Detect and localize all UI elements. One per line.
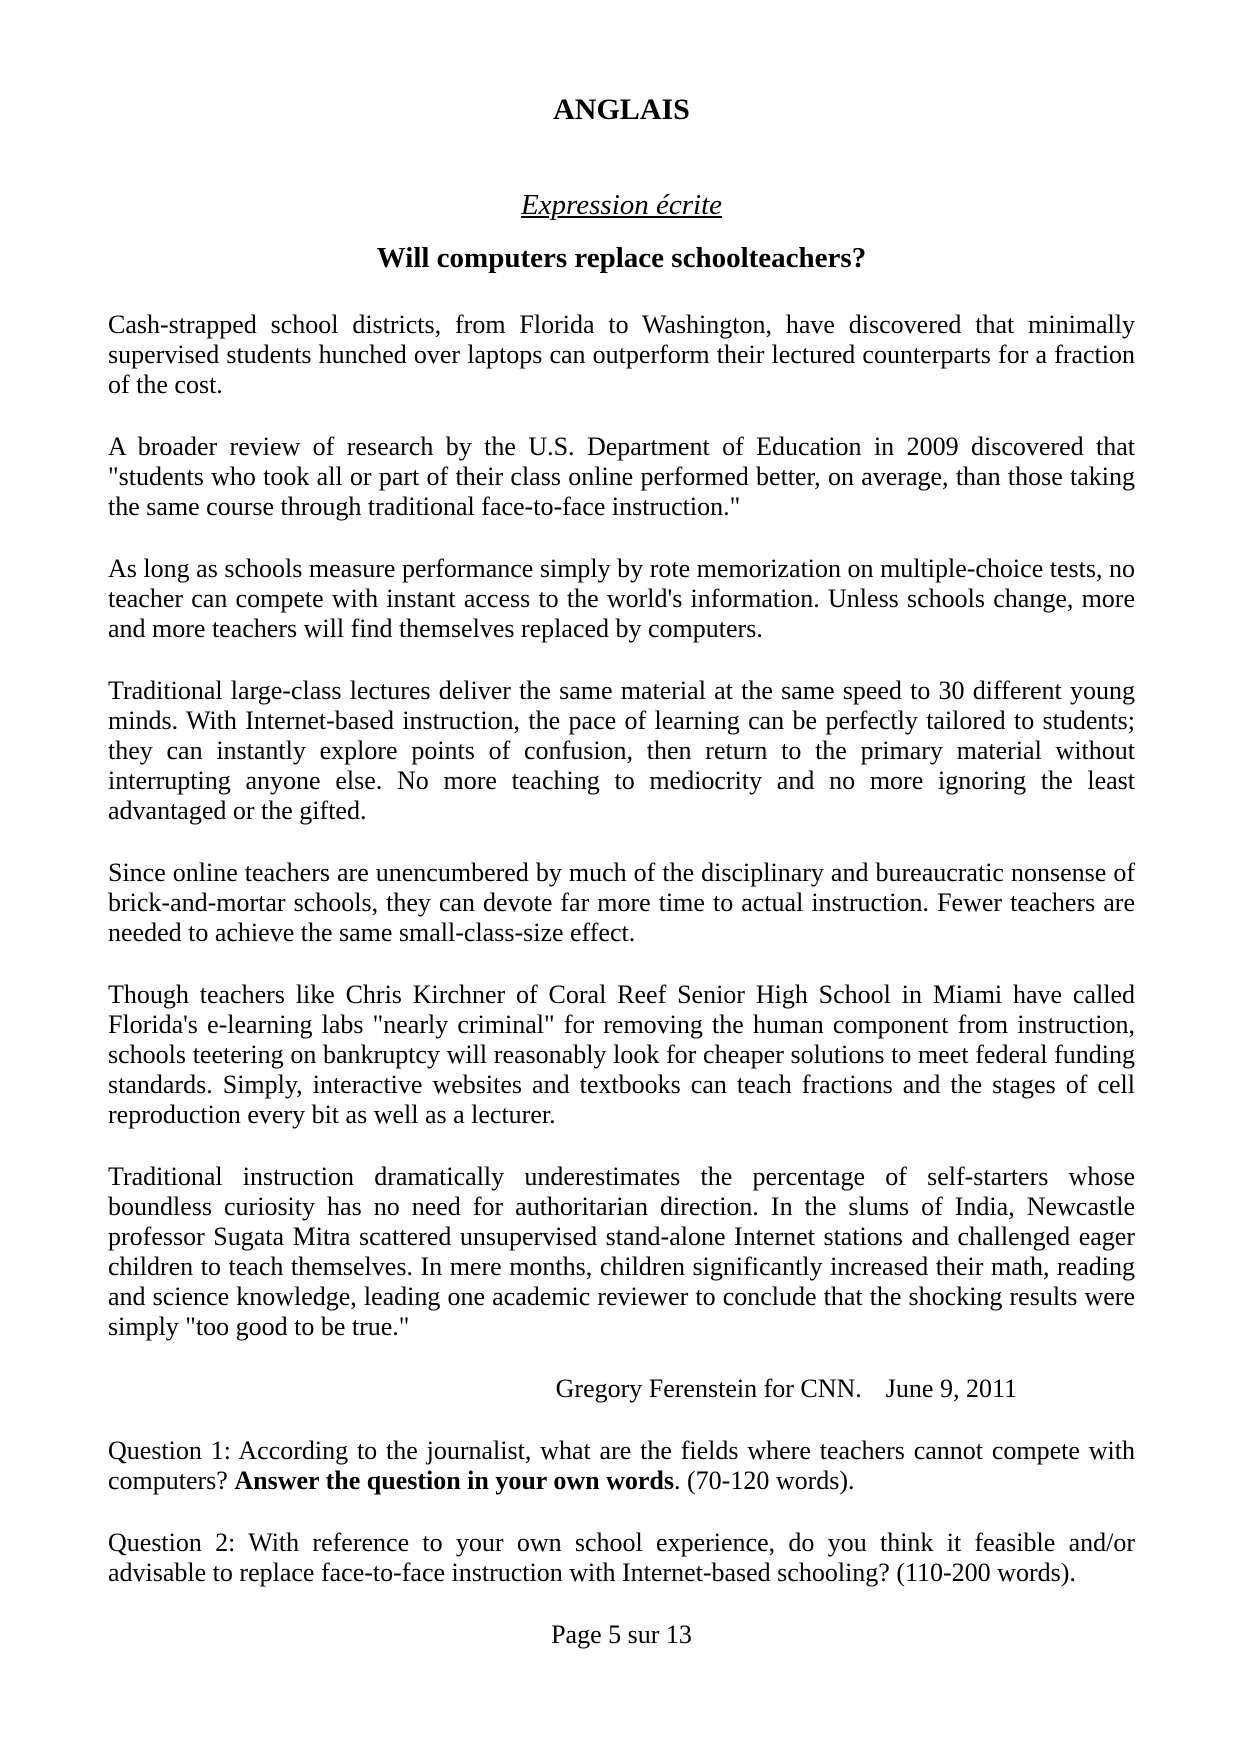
question-1 xyxy=(108,1436,1135,1496)
question-2 xyxy=(108,1528,1135,1588)
paragraph: Cash-strapped school districts, from Florida to Washington, have discovered that minimally supervised students hunched over laptops can outperform their lectured counterparts for a fraction of the cost. xyxy=(108,310,1135,399)
subject-title: ANGLAIS xyxy=(553,93,690,126)
question-2-text: Question 2: With reference to your own school experience, do you think it feasible and/or advisable to replace face-to-face instruction with Internet-based schooling? (110-200 words). xyxy=(108,1528,1135,1587)
byline-date: June 9, 2011 xyxy=(885,1374,1017,1403)
question-1-bold-instruction: Answer the question in your own words xyxy=(234,1466,675,1495)
byline xyxy=(108,1374,1135,1404)
paragraph: Traditional instruction dramatically underestimates the percentage of self-starters whose boundless curiosity has no need for authoritarian direction. In the slums of India, Newcastle professor Sugata Mitra scattered unsupervised stand-alone Internet stations and challenged eager children to teach themselves. In mere months, children significantly increased their math, reading and science knowledge, leading one academic reviewer to conclude that the shocking results were simply "too good to be true." xyxy=(108,1162,1135,1341)
byline-author: Gregory Ferenstein for CNN. xyxy=(555,1374,862,1403)
question-1-suffix: . (70-120 words). xyxy=(674,1466,855,1495)
paragraph: Traditional large-class lectures deliver the same material at the same speed to 30 different young minds. With Internet-based instruction, the pace of learning can be perfectly tailored to students; they can instantly explore points of confusion, then return to the primary material without interrupting anyone else. No more teaching to mediocrity and no more ignoring the least advantaged or the gifted. xyxy=(108,676,1135,825)
paragraph: Since online teachers are unencumbered by much of the disciplinary and bureaucratic nonsense of brick-and-mortar schools, they can devote far more time to actual instruction. Fewer teachers are needed to achieve the same small-class-size effect. xyxy=(108,858,1135,947)
paragraph: A broader review of research by the U.S. Department of Education in 2009 discovered that "students who took all or part of their class online performed better, on average, than those taking the same course through traditional face-to-face instruction." xyxy=(108,432,1135,521)
article-body xyxy=(108,310,1135,1342)
page-number: Page 5 sur 13 xyxy=(551,1620,692,1649)
question-1-text: Question 1: According to the journalist, what are the fields where teachers cannot compete with computers? xyxy=(108,1436,1135,1495)
section-title: Expression écrite xyxy=(520,189,723,221)
paragraph: As long as schools measure performance simply by rote memorization on multiple-choice tests, no teacher can compete with instant access to the world's information. Unless schools change, more and more teachers will find themselves replaced by computers. xyxy=(108,554,1135,643)
paragraph: Though teachers like Chris Kirchner of Coral Reef Senior High School in Miami have called Florida's e-learning labs "nearly criminal" for removing the human component from instruction, schools teetering on bankruptcy will reasonably look for cheaper solutions to meet federal funding standards. Simply, interactive websites and textbooks can teach fractions and the stages of cell reproduction every bit as well as a lecturer. xyxy=(108,980,1135,1129)
article-title: Will computers replace schoolteachers? xyxy=(376,242,867,274)
